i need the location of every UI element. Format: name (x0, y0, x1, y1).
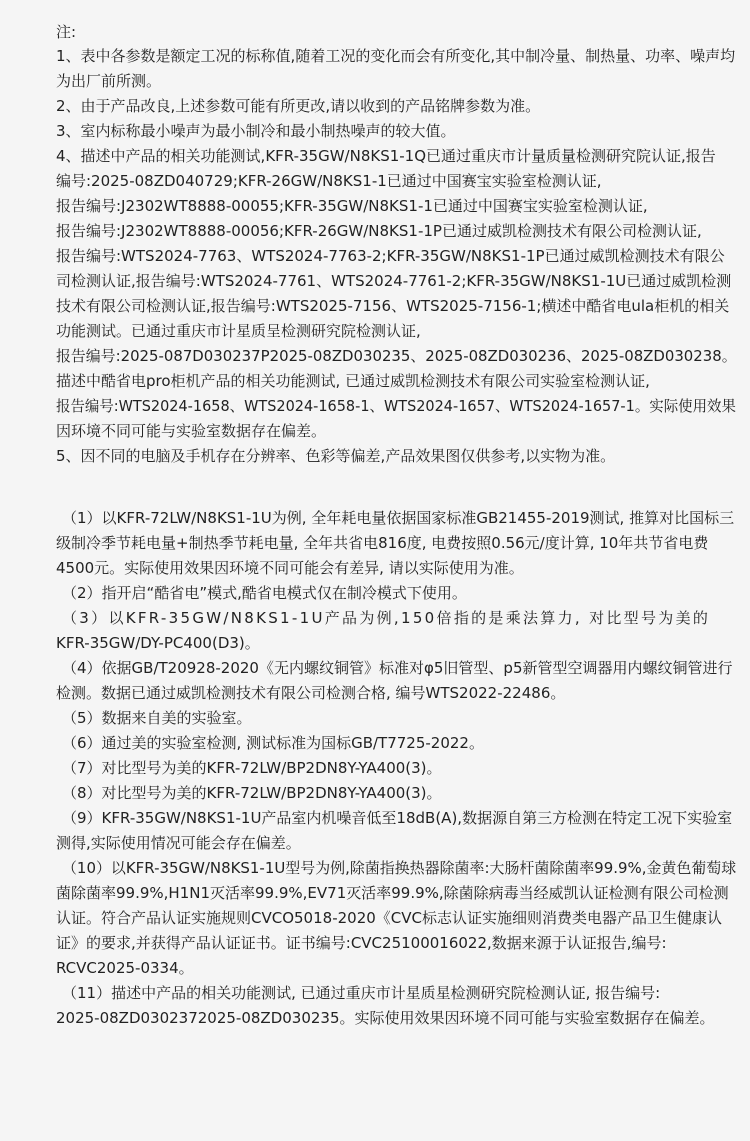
note-item (56, 144, 737, 444)
footnote-line: （8）对比型号为美的KFR-72LW/BP2DN8Y-YA400(3)。 (62, 784, 442, 802)
note-item (56, 94, 726, 119)
footnote-line: 认证。符合产品认证实施规则CVCO5018-2020《CVC标志认证实施细则消费类电器产品卫生健康认 (56, 909, 722, 927)
footnote-line: （5）数据来自美的实验室。 (62, 709, 252, 727)
footnote-item (56, 981, 726, 1031)
footnote-item (56, 731, 726, 756)
footnotes-list (56, 506, 737, 1031)
footnote-line: KFR-35GW/DY-PC400(D3)。 (56, 634, 260, 652)
footnote-item (56, 806, 733, 856)
footnote-line: 菌除菌率99.9%,H1N1灭活率99.9%,EV71灭活率99.9%,除菌除病毒当经威凯认证检测有限公司检测 (56, 884, 729, 902)
footnote-line: （6）通过美的实验室检测, 测试标准为国标GB/T7725-2022。 (62, 734, 484, 752)
footnote-line: （1）以KFR-72LW/N8KS1-1U为例, 全年耗电量依据国家标准GB21455-2019测试, 推算对比国标三 (62, 509, 735, 527)
note-line: 报告编号:J2302WT8888-00056;KFR-26GW/N8KS1-1P已通过威凯检测技术有限公司检测认证, (56, 222, 702, 240)
note-line: 1、表中各参数是额定工况的标称值,随着工况的变化而会有所变化,其中制冷量、制热量、功率、噪声均 (56, 47, 736, 65)
footnote-line: 检测。数据已通过威凯检测技术有限公司检测合格, 编号WTS2022-22486。 (56, 684, 566, 702)
footnote-line: RCVC2025-0334。 (56, 959, 194, 977)
footnote-line: （10）以KFR-35GW/N8KS1-1U型号为例,除菌指换热器除菌率:大肠杆菌除菌率99.9%,金黄色葡萄球 (61, 859, 737, 877)
note-line: 为出厂前所测。 (56, 72, 162, 90)
note-line: 报告编号:WTS2024-7763、WTS2024-7763-2;KFR-35GW/N8KS1-1P已通过威凯检测技术有限公 (56, 247, 725, 265)
footnote-line: 级制冷季节耗电量+制热季节耗电量, 全年共省电816度, 电费按照0.56元/度计算, 10年共节省电费 (56, 534, 709, 552)
note-line: 编号:2025-08ZD040729;KFR-26GW/N8KS1-1已通过中国赛宝实验室检测认证, (56, 172, 602, 190)
footnote-item (56, 506, 735, 581)
note-item (56, 119, 726, 144)
footnote-item (56, 706, 726, 731)
footnote-line: （7）对比型号为美的KFR-72LW/BP2DN8Y-YA400(3)。 (62, 759, 442, 777)
footnote-item (56, 781, 726, 806)
note-line: 因环境不同可能与实验室数据存在偏差。 (56, 422, 327, 440)
footnote-item (56, 856, 737, 981)
footnote-line: （2）指开启“酷省电”模式,酷省电模式仅在制冷模式下使用。 (62, 584, 467, 602)
footnote-line: 4500元。实际使用效果因环境不同可能会有差异, 请以实际使用为准。 (56, 559, 524, 577)
note-line: 报告编号:2025-087D030237P2025-08ZD030235、2025-08ZD030236、2025-08ZD030238。 (56, 347, 737, 365)
note-line: 3、室内标称最小噪声为最小制冷和最小制热噪声的较大值。 (56, 122, 456, 140)
footnote-line: （3）以KFR-35GW/N8KS1-1U产品为例,150倍指的是乘法算力, 对比型号为美的 (62, 609, 711, 627)
footnote-item (56, 581, 726, 606)
footnote-line: 测得,实际使用情况可能会存在偏差。 (56, 834, 301, 852)
note-line: 司检测认证,报告编号:WTS2024-7761、WTS2024-7761-2;KFR-35GW/N8KS1-1U已通过威凯检测 (56, 272, 732, 290)
note-line: 描述中酷省电pro柜机产品的相关功能测试, 已通过威凯检测技术有限公司实验室检测认证, (56, 372, 650, 390)
note-item (56, 444, 726, 469)
footnote-line: （4）依据GB/T20928-2020《无内螺纹铜管》标准对φ5旧管型、p5新管型空调器用内螺纹铜管进行 (62, 659, 733, 677)
notes-heading: 注: (56, 23, 77, 41)
notes-list (56, 44, 737, 469)
footnote-item (56, 656, 733, 706)
footnote-line: （11）描述中产品的相关功能测试, 已通过重庆市计星质星检测研究院检测认证, 报告编号: (62, 984, 661, 1002)
note-line: 4、描述中产品的相关功能测试,KFR-35GW/N8KS1-1Q已通过重庆市计量质量检测研究院认证,报告 (56, 147, 716, 165)
note-item (56, 44, 736, 94)
footnote-line: 证》的要求,并获得产品认证证书。证书编号:CVC25100016022,数据来源于认证报告,编号: (56, 934, 667, 952)
note-line: 技术有限公司检测认证,报告编号:WTS2025-7156、WTS2025-7156-1;横述中酷省电ula柜机的相关 (56, 297, 730, 315)
note-line: 报告编号:J2302WT8888-00055;KFR-35GW/N8KS1-1已通过中国赛宝实验室检测认证, (56, 197, 648, 215)
note-line: 报告编号:WTS2024-1658、WTS2024-1658-1、WTS2024-1657、WTS2024-1657-1。实际使用效果 (56, 397, 736, 415)
note-line: 5、因不同的电脑及手机存在分辨率、色彩等偏差,产品效果图仅供参考,以实物为准。 (56, 447, 616, 465)
footnote-line: （9）KFR-35GW/N8KS1-1U产品室内机噪音低至18dB(A),数据源自第三方检测在特定工况下实验室 (62, 809, 733, 827)
footnote-line: 2025-08ZD0302372025-08ZD030235。实际使用效果因环境不同可能与实验室数据存在偏差。 (56, 1009, 715, 1027)
note-line: 2、由于产品改良,上述参数可能有所更改,请以收到的产品铭牌参数为准。 (56, 97, 541, 115)
note-line: 功能测试。已通过重庆市计星质呈检测研究院检测认证, (56, 322, 421, 340)
footnote-item (56, 756, 726, 781)
footnote-item (56, 606, 726, 656)
